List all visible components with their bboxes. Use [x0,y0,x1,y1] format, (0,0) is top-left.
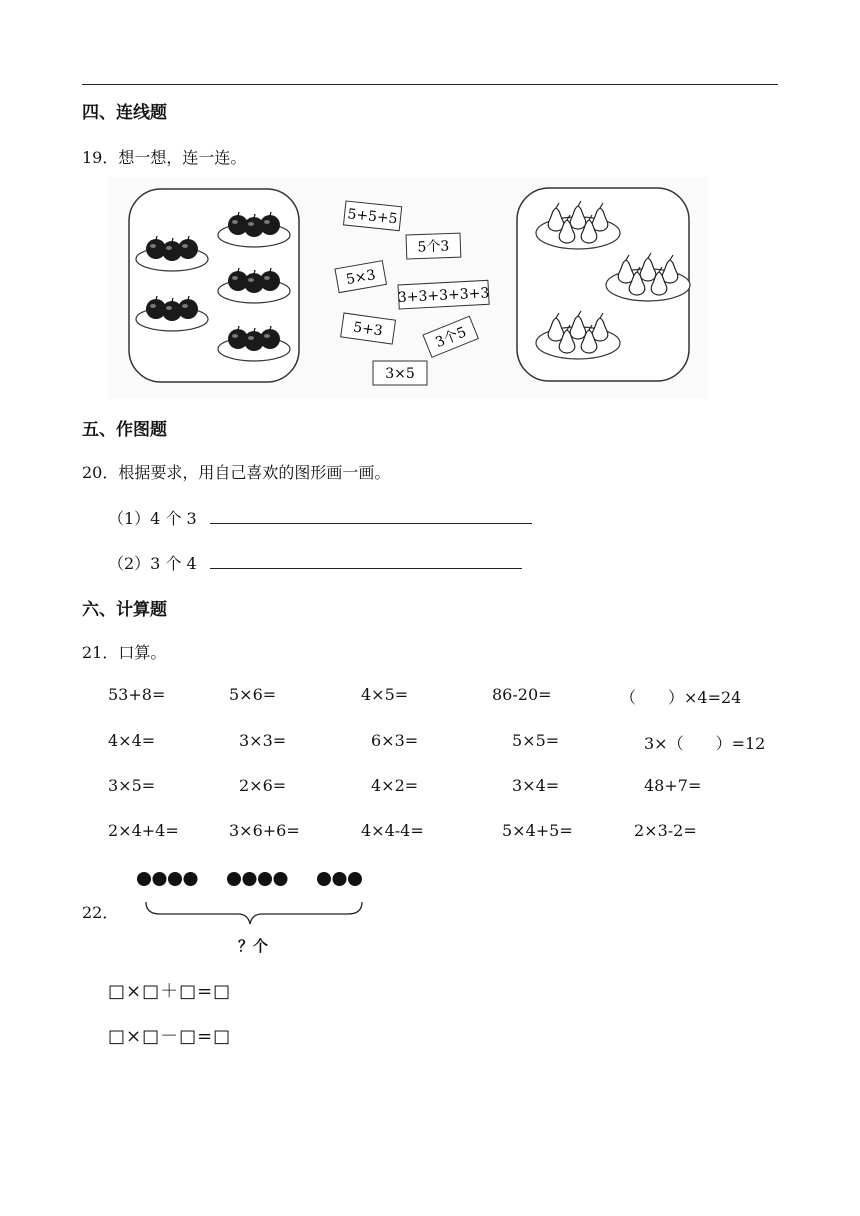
calc-r3-c2: 2×6= [239,776,287,795]
dot [348,872,362,886]
calc-r1-c5: （ ）×4=24 [620,688,742,707]
dot [168,872,182,886]
calc-r2-c2: 3×3= [239,731,287,750]
card-text-5: 5+3 [352,319,384,340]
calc-r4-c5: 2×3-2= [634,821,697,840]
section-heading-matching: 四、连线题 [82,103,167,123]
question-20-item-1: （1）4 个 3 [108,509,197,528]
equation-multiply-add: □×□＋□=□ [108,981,232,1002]
calc-r2-c5: 3×（ ）=12 [644,734,766,753]
card-text-1: 5+5+5 [346,206,399,228]
calc-r4-c1: 2×4+4= [108,821,179,840]
calc-r2-c4: 5×5= [512,731,560,750]
calc-r3-c3: 4×2= [371,776,419,795]
answer-line-2[interactable] [210,568,522,569]
matching-figure [108,177,708,399]
expression-card-2 [406,233,461,259]
card-text-6: 3个5 [433,324,469,352]
dot [274,872,288,886]
expression-card-1 [343,201,401,231]
section-heading-calculation: 六、计算题 [82,600,167,620]
top-rule [82,84,778,85]
card-text-7: 3×5 [385,366,415,382]
expression-card-4 [397,280,490,309]
curly-brace [146,902,362,924]
expression-card-7 [373,361,427,385]
calc-r4-c4: 5×4+5= [502,821,573,840]
calc-r3-c1: 3×5= [108,776,156,795]
dot [258,872,272,886]
dot-group [317,872,362,886]
question-20-item-2: （2）3 个 4 [108,554,197,573]
calc-r3-c5: 48+7= [644,776,702,795]
dot [153,872,167,886]
calc-r1-c3: 4×5= [361,685,409,704]
dot-group [227,872,288,886]
card-text-3: 5×3 [344,267,377,289]
dot [184,872,198,886]
calc-r3-c4: 3×4= [512,776,560,795]
card-text-4: 3+3+3+3+3 [397,285,490,307]
card-text-2: 5个3 [417,238,450,256]
question-19-text: 19．想一想，连一连。 [82,148,247,167]
calc-r4-c2: 3×6+6= [229,821,300,840]
calc-r2-c3: 6×3= [371,731,419,750]
answer-line-1[interactable] [210,523,532,524]
dots-with-brace [130,862,380,932]
question-21-text: 21．口算。 [82,643,167,662]
equation-multiply-subtract: □×□－□=□ [108,1026,232,1047]
question-20-text: 20．根据要求，用自己喜欢的图形画一画。 [82,463,391,482]
brace-label: ？个 [238,937,269,955]
question-22-number: 22． [82,903,119,922]
dot [137,872,151,886]
dot-groups [137,872,362,886]
dot [333,872,347,886]
dot [317,872,331,886]
dot-group [137,872,198,886]
calc-r2-c1: 4×4= [108,731,156,750]
dot [243,872,257,886]
calc-r4-c3: 4×4-4= [361,821,424,840]
calc-r1-c1: 53+8= [108,685,166,704]
calc-r1-c2: 5×6= [229,685,277,704]
calc-r1-c4: 86-20= [492,685,552,704]
dot [227,872,241,886]
section-heading-drawing: 五、作图题 [82,420,167,440]
